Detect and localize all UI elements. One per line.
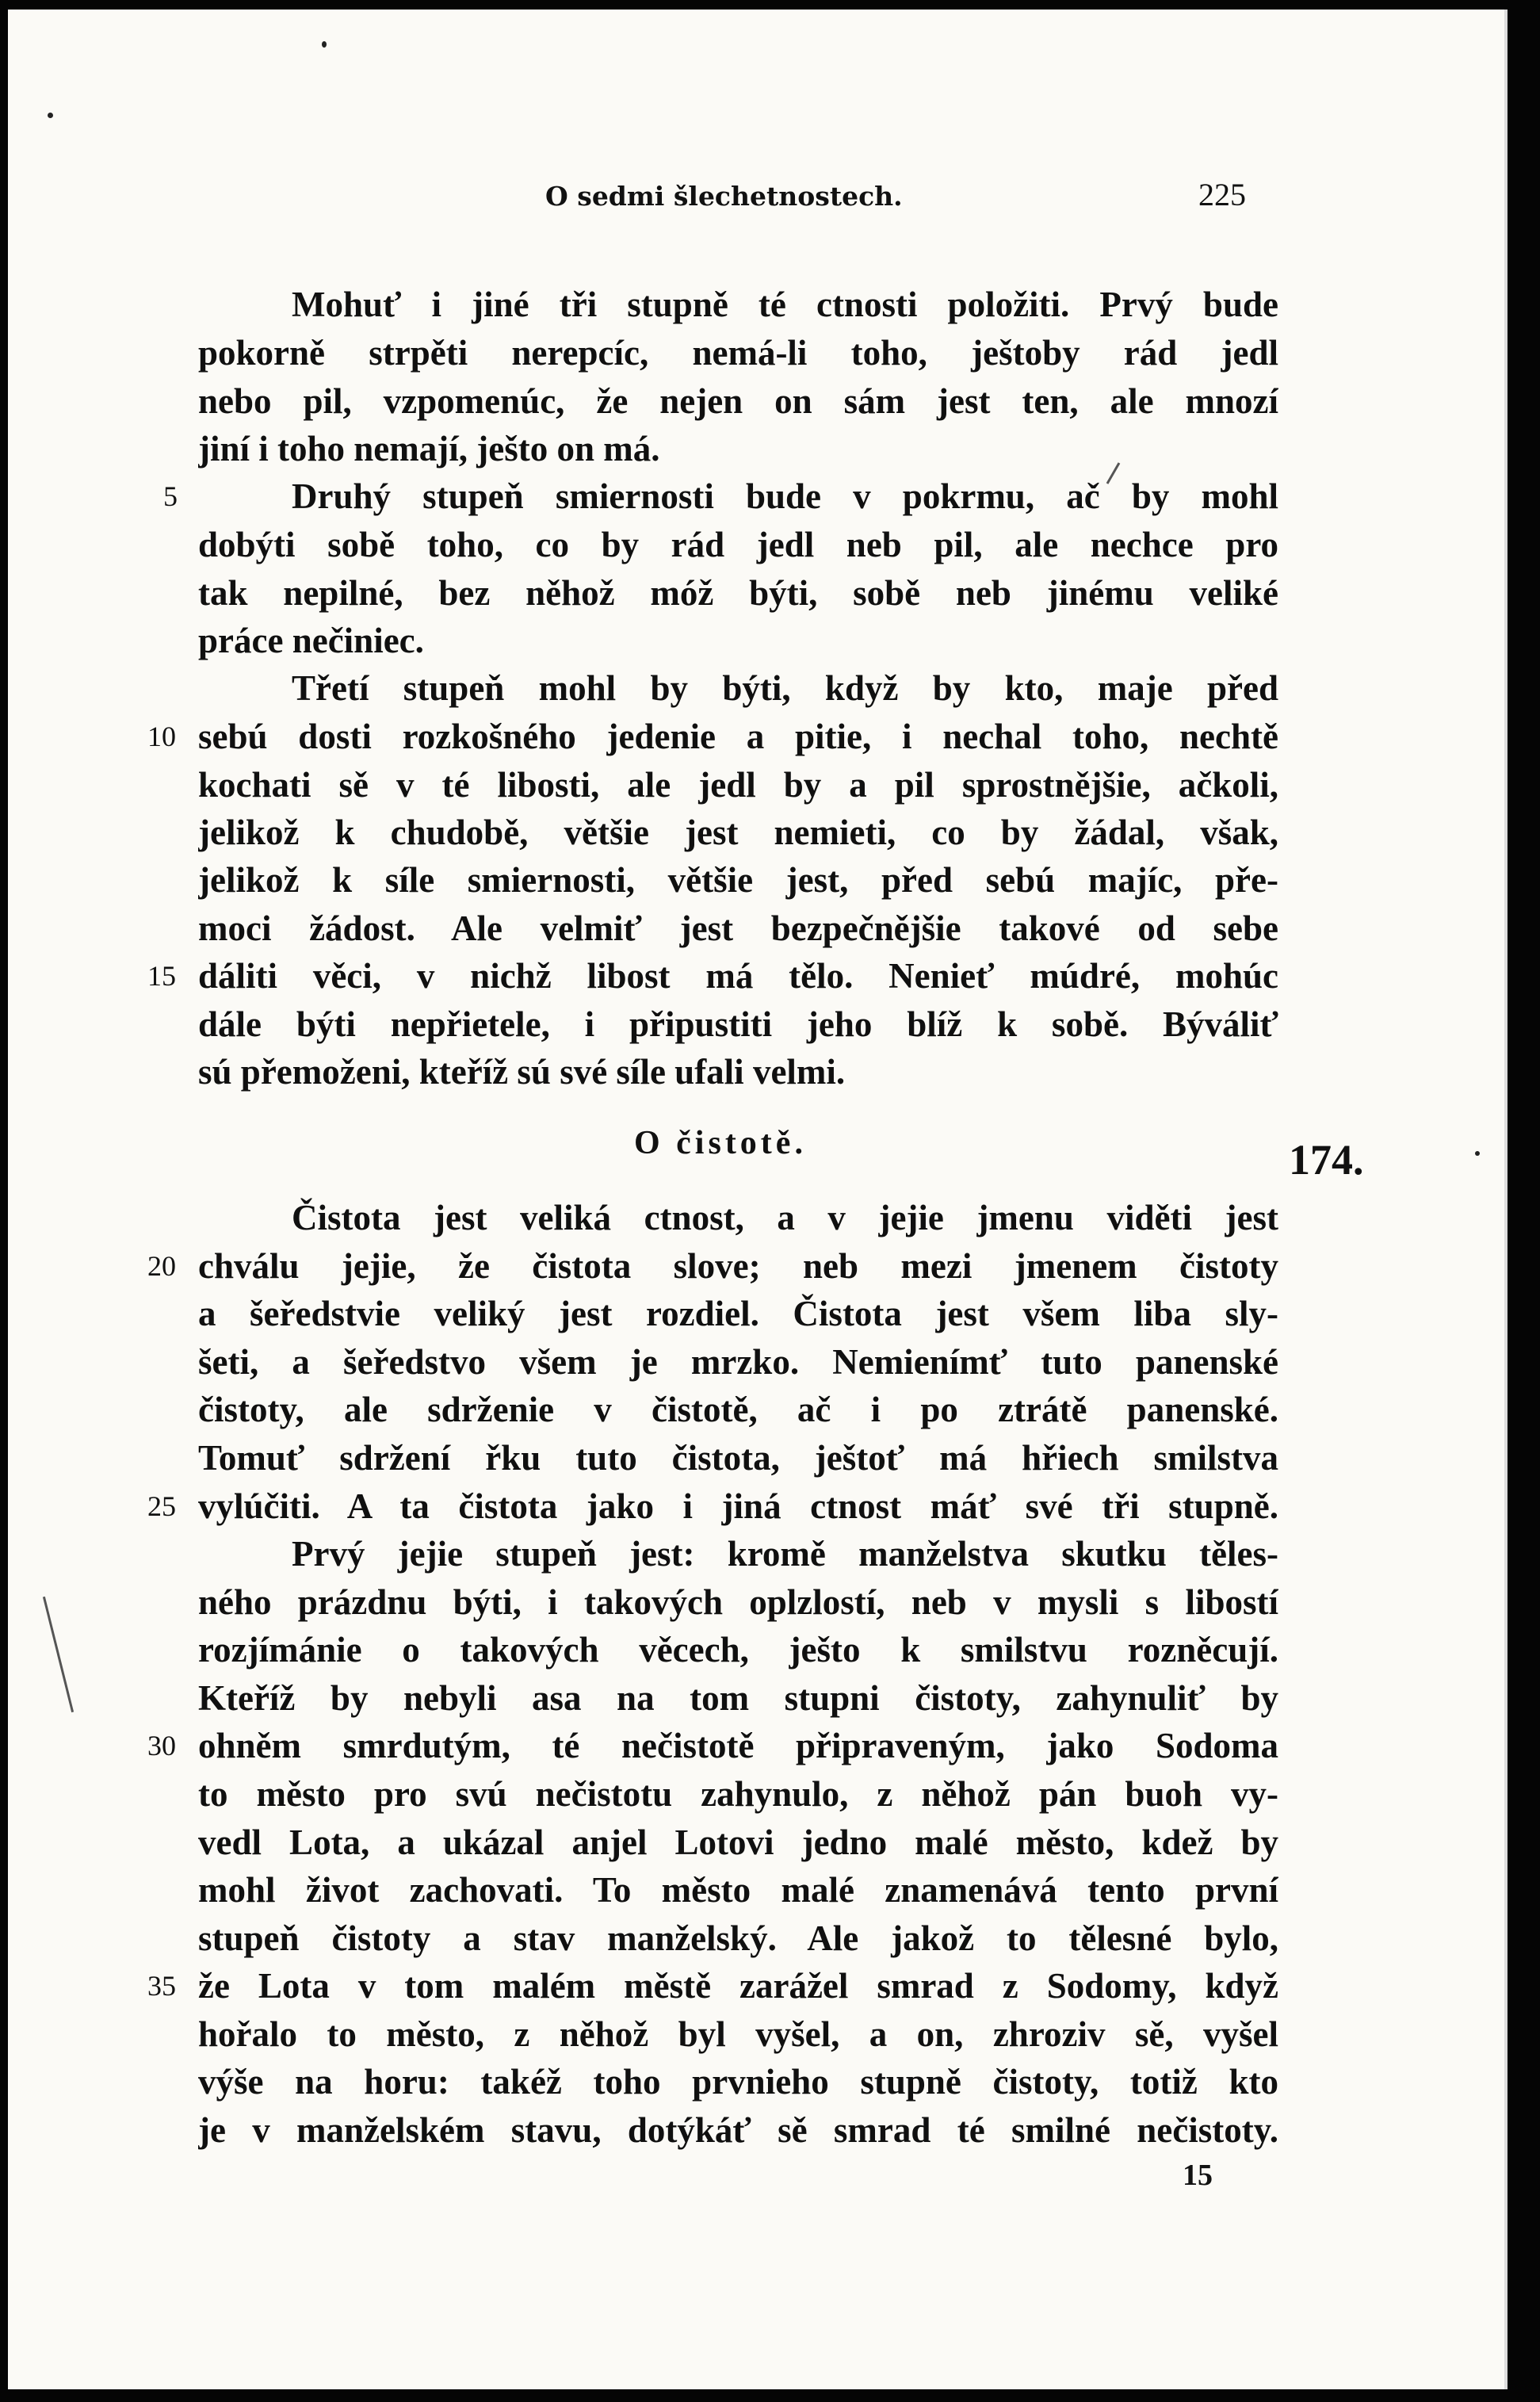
line-number: 5 bbox=[163, 480, 178, 512]
running-title: O sedmi šlechetnostech. bbox=[545, 181, 903, 212]
margin-pencil-mark bbox=[43, 1597, 74, 1712]
line-number: 15 bbox=[147, 960, 176, 992]
page-number: 225 bbox=[1198, 177, 1246, 212]
text-line: šeti, a šeředstvo všem je mrzko. Nemienímť tuto panenské bbox=[198, 1342, 1278, 1382]
section-number: 174. bbox=[1289, 1136, 1364, 1184]
text-line: kochati sě v té libosti, ale jedl by a pil sprostnějšie, ačkoli, bbox=[198, 765, 1278, 805]
text-line: dobýti sobě toho, co by rád jedl neb pil, ale nechce pro bbox=[198, 525, 1278, 564]
text-line: sebú dosti rozkošného jedenie a pitie, i nechal toho, nechtě bbox=[198, 717, 1278, 756]
line-number: 10 bbox=[147, 721, 176, 752]
text-line: moci žádost. Ale velmiť jest bezpečnějšie takové od sebe bbox=[198, 908, 1278, 948]
text-line: že Lota v tom malém městě zarážel smrad z Sodomy, když bbox=[198, 1966, 1278, 2006]
line-number: 30 bbox=[147, 1730, 176, 1761]
print-speck bbox=[322, 41, 327, 48]
text-line: to město pro svú nečistotu zahynulo, z něhož pán buoh vy- bbox=[198, 1774, 1278, 1814]
text-line: čistoty, ale sdrženie v čistotě, ač i po ztrátě panenské. bbox=[198, 1390, 1278, 1429]
print-speck bbox=[48, 113, 53, 118]
text-line: Mohuť i jiné tři stupně té ctnosti položiti. Prvý bude bbox=[292, 285, 1278, 324]
text-line: sú přemoženi, kteříž sú své síle ufali velmi. bbox=[198, 1052, 846, 1092]
text-line: nebo pil, vzpomenúc, že nejen on sám jest ten, ale mnozí bbox=[198, 381, 1278, 421]
text-line: vylúčiti. A ta čistota jako i jiná ctnost máť své tři stupně. bbox=[198, 1486, 1278, 1526]
text-line: Kteříž by nebyli asa na tom stupni čistoty, zahynuliť by bbox=[198, 1678, 1278, 1718]
text-line: dáliti věci, v nichž libost má tělo. Nenieť múdré, mohúc bbox=[198, 956, 1278, 996]
text-line: Třetí stupeň mohl by býti, když by kto, maje před bbox=[292, 668, 1278, 708]
section-heading: O čistotě. bbox=[634, 1125, 807, 1161]
text-line: mohl život zachovati. To město malé znamenává tento první bbox=[198, 1870, 1278, 1910]
text-line: Čistota jest veliká ctnost, a v jejie jmenu viděti jest bbox=[292, 1198, 1278, 1237]
text-line: pokorně strpěti nerepcíc, nemá-li toho, ještoby rád jedl bbox=[198, 333, 1278, 373]
line-number: 20 bbox=[147, 1250, 176, 1282]
text-line: chválu jejie, že čistota slove; neb mezi jmenem čistoty bbox=[198, 1246, 1278, 1286]
text-line: výše na horu: takéž toho prvnieho stupně čistoty, totiž kto bbox=[198, 2062, 1278, 2102]
text-line: práce nečiniec. bbox=[198, 621, 424, 660]
text-line: je v manželském stavu, dotýkáť sě smrad té smilné nečistoty. bbox=[198, 2110, 1278, 2150]
text-line: rozjímánie o takových věcech, ješto k smilstvu rozněcují. bbox=[198, 1630, 1278, 1670]
text-line: ohněm smrdutým, té nečistotě připraveným, jako Sodoma bbox=[198, 1726, 1278, 1765]
text-line: Tomuť sdržení řku tuto čistota, ještoť má hřiech smilstva bbox=[198, 1438, 1278, 1478]
text-line: dále býti nepřietele, i připustiti jeho blíž k sobě. Býváliť bbox=[198, 1004, 1278, 1044]
text-line: ného prázdnu býti, i takových oplzlostí, neb v mysli s libostí bbox=[198, 1582, 1278, 1622]
text-line: hořalo to město, z něhož byl vyšel, a on, zhroziv sě, vyšel bbox=[198, 2014, 1278, 2054]
text-line: Druhý stupeň smiernosti bude v pokrmu, ač by mohl bbox=[292, 476, 1278, 516]
text-line: tak nepilné, bez něhož móž býti, sobě neb jinému veliké bbox=[198, 573, 1278, 613]
text-line: stupeň čistoty a stav manželský. Ale jakož to tělesné bylo, bbox=[198, 1918, 1278, 1958]
printer-signature: 15 bbox=[1183, 2159, 1213, 2192]
text-line: vedl Lota, a ukázal anjel Lotovi jedno malé město, kdež by bbox=[198, 1823, 1278, 1862]
text-line: a šeředstvie veliký jest rozdiel. Čistota jest všem liba sly- bbox=[198, 1294, 1278, 1333]
line-number: 35 bbox=[147, 1970, 176, 2002]
text-line: Prvý jejie stupeň jest: kromě manželstva skutku těles- bbox=[292, 1534, 1278, 1574]
text-line: jelikož k chudobě, většie jest nemieti, co by žádal, však, bbox=[198, 813, 1278, 852]
print-speck bbox=[1475, 1151, 1480, 1156]
text-line: jiní i toho nemají, ješto on má. bbox=[198, 429, 660, 469]
line-number: 25 bbox=[147, 1490, 176, 1522]
text-line: jelikož k síle smiernosti, většie jest, před sebú majíc, pře- bbox=[198, 860, 1278, 900]
